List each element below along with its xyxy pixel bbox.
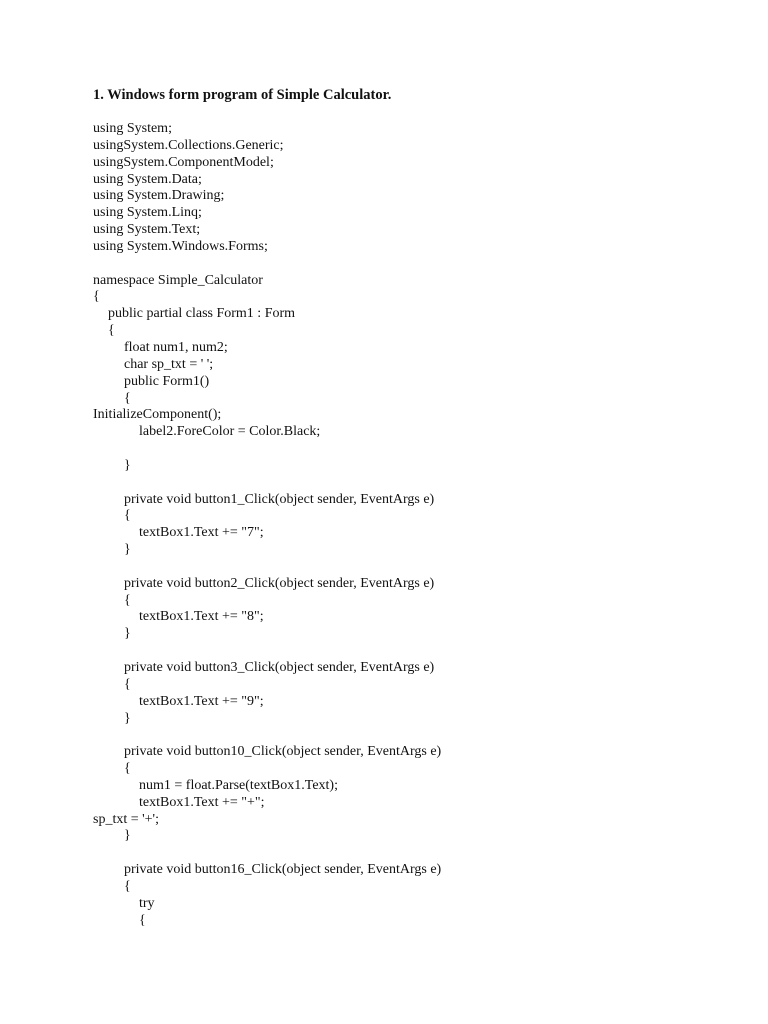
code-line: { bbox=[93, 289, 100, 305]
code-line: private void button2_Click(object sender, EventArgs e) bbox=[124, 575, 435, 591]
code-line: { bbox=[124, 508, 131, 524]
code-line: { bbox=[124, 592, 131, 608]
code-line: { bbox=[124, 761, 131, 777]
code-line: public partial class Form1 : Form bbox=[108, 306, 296, 322]
code-line: char sp_txt = ' '; bbox=[124, 356, 214, 372]
code-line: } bbox=[124, 542, 131, 558]
code-line: textBox1.Text += "+"; bbox=[139, 794, 265, 810]
code-line: { bbox=[108, 323, 115, 339]
code-line: } bbox=[124, 828, 131, 844]
code-line: label2.ForeColor = Color.Black; bbox=[139, 424, 321, 440]
code-line: } bbox=[124, 626, 131, 642]
code-line: { bbox=[139, 912, 146, 928]
code-line bbox=[0, 559, 441, 576]
code-line bbox=[0, 643, 441, 660]
code-line: usingSystem.Collections.Generic; bbox=[93, 137, 284, 153]
code-line: try bbox=[139, 895, 155, 911]
code-line: usingSystem.ComponentModel; bbox=[93, 154, 274, 170]
code-line: } bbox=[124, 710, 131, 726]
code-line: using System.Linq; bbox=[93, 205, 202, 221]
code-line: namespace Simple_Calculator bbox=[93, 272, 263, 288]
code-line: private void button3_Click(object sender, EventArgs e) bbox=[124, 660, 435, 675]
code-line: using System; bbox=[93, 121, 172, 136]
code-line: using System.Drawing; bbox=[93, 188, 225, 204]
code-line: textBox1.Text += "7"; bbox=[139, 525, 264, 541]
code-line: { bbox=[124, 676, 131, 692]
code-line: sp_txt = '+'; bbox=[93, 811, 159, 827]
code-line: { bbox=[124, 878, 131, 894]
code-line bbox=[0, 256, 441, 273]
code-line bbox=[0, 475, 441, 492]
code-line: { bbox=[124, 390, 131, 406]
code-line: private void button1_Click(object sender, EventArgs e) bbox=[124, 491, 435, 507]
code-line: using System.Data; bbox=[93, 171, 202, 187]
code-line: textBox1.Text += "9"; bbox=[139, 693, 264, 709]
code-line: textBox1.Text += "8"; bbox=[139, 609, 264, 625]
code-line bbox=[0, 845, 441, 862]
code-line: private void button10_Click(object sender, EventArgs e) bbox=[124, 744, 442, 760]
code-line: private void button16_Click(object sender, EventArgs e) bbox=[124, 862, 442, 878]
code-line: InitializeComponent(); bbox=[93, 407, 222, 423]
code-block bbox=[0, 121, 441, 930]
code-line: using System.Windows.Forms; bbox=[93, 238, 268, 254]
document-title: 1. Windows form program of Simple Calculator. bbox=[93, 87, 392, 103]
code-line: num1 = float.Parse(textBox1.Text); bbox=[139, 777, 338, 793]
code-line bbox=[0, 727, 441, 744]
code-line: public Form1() bbox=[124, 373, 210, 389]
code-line: } bbox=[124, 457, 131, 473]
code-line: using System.Text; bbox=[93, 222, 201, 238]
code-line: float num1, num2; bbox=[124, 339, 228, 355]
code-line bbox=[0, 441, 441, 458]
